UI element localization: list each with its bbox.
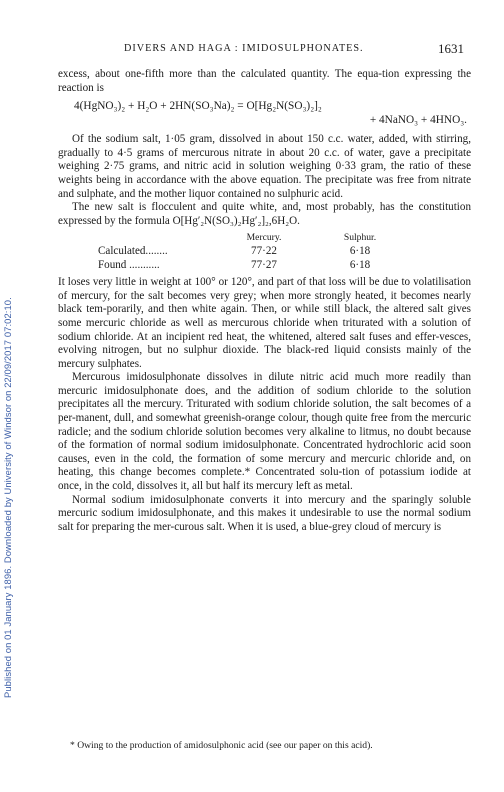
table-row	[58, 245, 471, 259]
paragraph: It loses very little in weight at 100° or 120°, and part of that loss will be due to volatilisation of mercury, for the salt becomes very grey; when more strongly heated, it becomes nearly black tem-porarily, and then white again. Then, or while still black, the altered salt gives some mercuric chloride as well as mercurous chloride when triturated with a solution of sodium chloride. At an incipient red heat, the whitened, altered salt fuses and effer-vesces, evolving nitrogen, but no sulphur dioxide. The black-red liquid consists mainly of the mercury sulphates.	[58, 276, 471, 370]
running-title: DIVERS AND HAGA : IMIDOSULPHONATES.	[124, 43, 364, 54]
column-header-sulphur: Sulphur.	[343, 232, 377, 244]
equation-line-2: + 4NaNO₃ + 4HNO₃.	[369, 114, 467, 127]
footnote: * Owing to the production of amidosulphonic acid (see our paper on this acid).	[70, 740, 373, 751]
analysis-table	[58, 231, 471, 272]
sulphur-value: 6·18	[349, 258, 371, 271]
table-row	[58, 259, 471, 273]
mercury-value: 77·22	[251, 244, 277, 257]
paragraph: Of the sodium salt, 1·05 gram, dissolved in about 150 c.c. water, added, with stirring, gradually to 4·5 grams of mercurous nitrate in about 20 c.c. of water, gave a precipitate weighing 2·75 grams, and nitric acid in solution weighing 0·33 gram, the ratio of these weights being in accordance with the above equation. The precipitate was free from nitrate and sulphate, and the mother liquor contained no sulphuric acid.	[58, 133, 471, 200]
mercury-value: 77·27	[251, 258, 277, 271]
paragraph: Mercurous imidosulphonate dissolves in dilute nitric acid much more readily than mercuric imidosulphonate does, and the addition of sodium chloride to the solution precipitates all the mercury. Triturated with sodium chloride solution, the salt becomes of a per-manent, dull, and somewhat greenish-orange colour, though quite free from the mercuric radicle; and the sodium chloride solution becomes very alkaline to litmus, no doubt because of the formation of normal sodium imidosulphonate. Concentrated hydrochloric acid soon causes, even in the cold, the formation of some mercury and mercuric chloride and, on heating, this change becomes complete.* Concentrated solu-tion of potassium iodide at once, in the cold, dissolves it, all but half its mercury left as metal.	[58, 371, 471, 493]
column-header-mercury: Mercury.	[246, 232, 282, 244]
paragraph: excess, about one-fifth more than the calculated quantity. The equa-tion expressing the reaction is	[58, 68, 471, 94]
article-body	[58, 68, 471, 534]
row-label: Found ...........	[98, 258, 160, 271]
download-watermark	[2, 58, 16, 698]
paragraph: Normal sodium imidosulphonate converts it into mercury and the sparingly soluble mercuric sodium imidosulphonate, and this makes it undesirable to use the normal sodium salt for preparing the mer-curous salt. When it is used, a blue-grey cloud of mercury is	[58, 493, 471, 533]
equation-line-1: 4(HgNO₃)₂ + H₂O + 2HN(SO₃Na)₂ = O[Hg₂N(SO₃)₂]₂	[74, 100, 322, 113]
download-watermark-text: Published on 01 January 1896. Downloaded by University of Windsor on 22/09/2017 07:02:10.	[2, 297, 13, 698]
row-label: Calculated........	[98, 244, 168, 257]
paragraph: The new salt is flocculent and quite white, and, most probably, has the constitution expressed by the formula O[Hg′₂N(SO₃)₂Hg′₂]₂,6H₂O.	[58, 201, 471, 227]
running-header	[56, 43, 464, 57]
sulphur-value: 6·18	[349, 244, 371, 257]
page-number: 1631	[438, 41, 464, 56]
table-header-row	[58, 231, 471, 245]
reaction-equation	[58, 99, 471, 127]
